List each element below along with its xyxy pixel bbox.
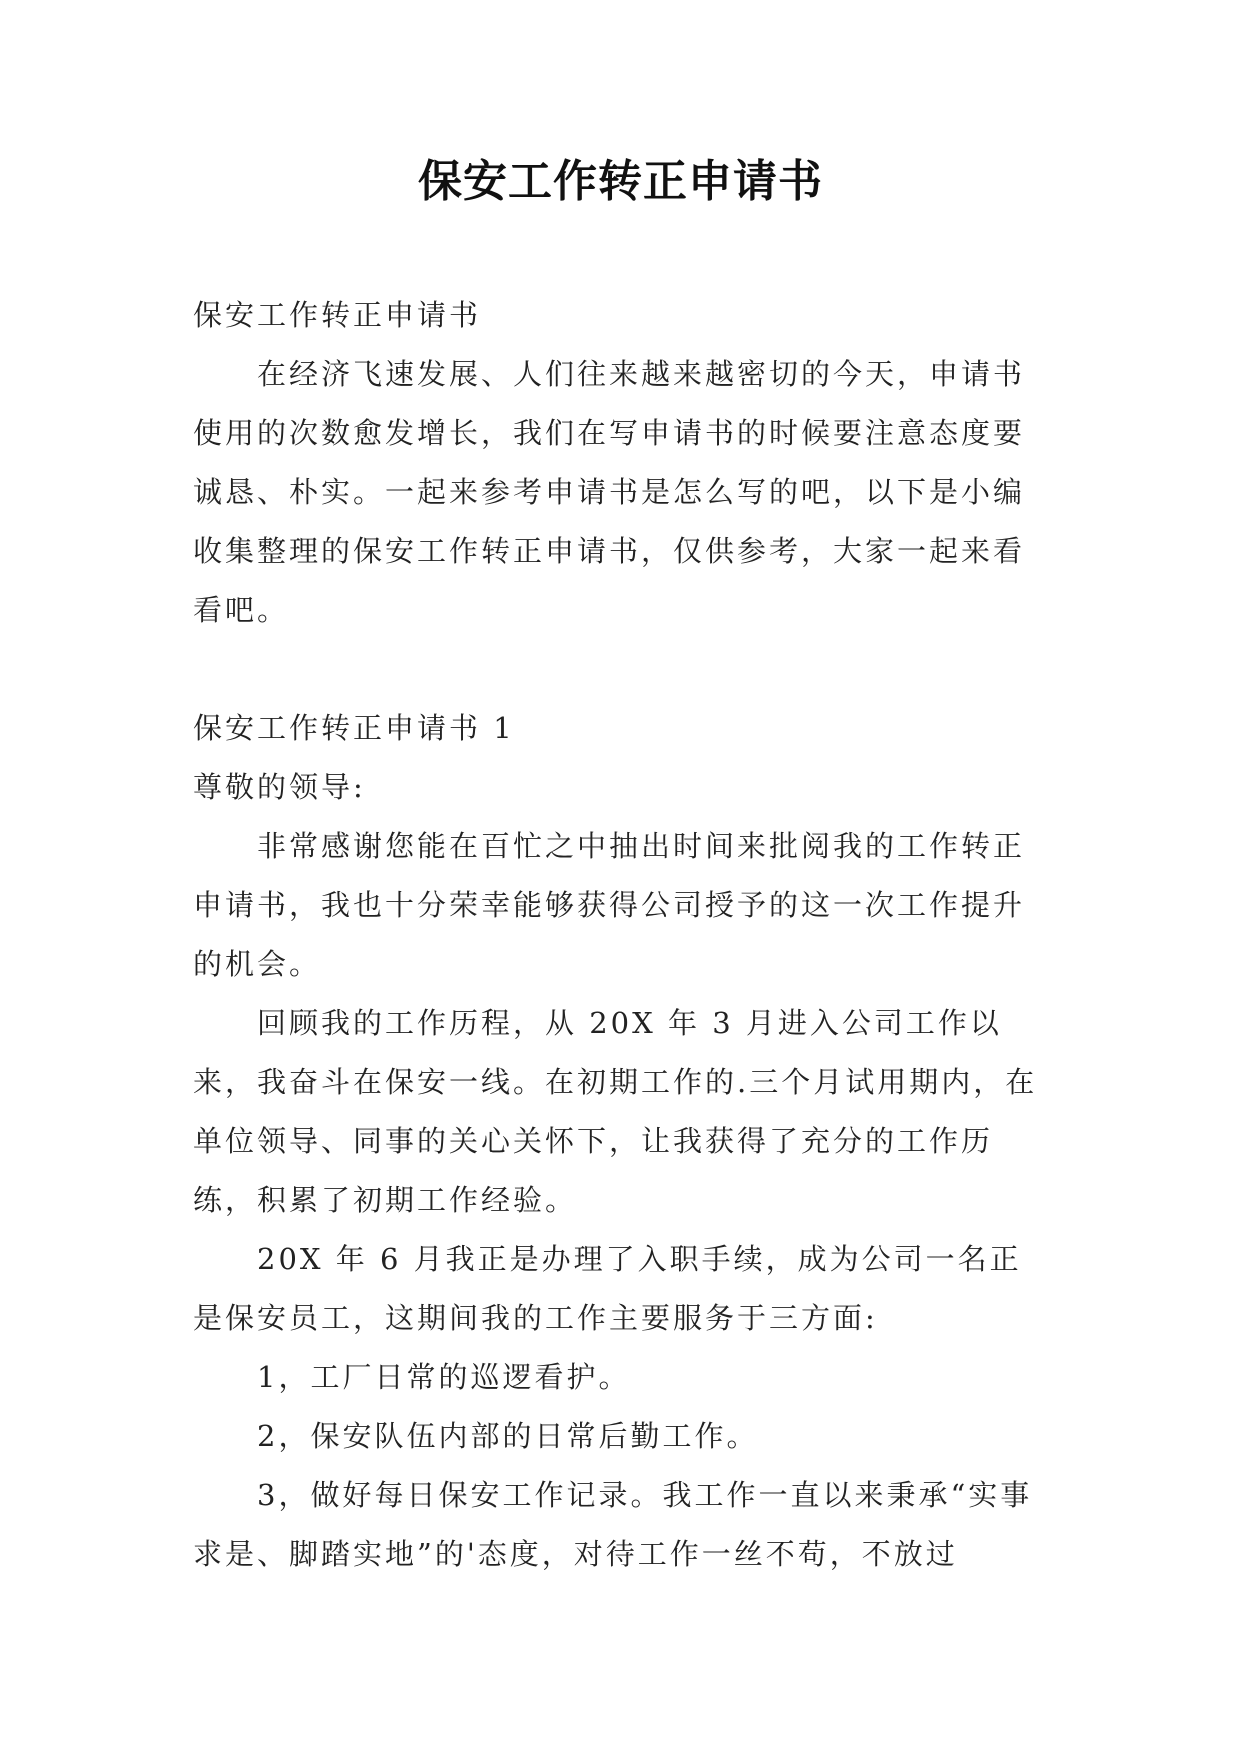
document-title: 保安工作转正申请书 xyxy=(418,156,823,207)
body-paragraph: 20X 年 6 月我正是办理了入职手续，成为公司一名正是保安员工，这期间我的工作主要服务于三方面: xyxy=(193,1242,1022,1335)
list-item: 3，做好每日保安工作记录。我工作一直以来秉承“实事求是、脚踏实地”的'态度，对待工作一丝不苟，不放过 xyxy=(193,1478,1033,1571)
salutation: 尊敬的领导: xyxy=(193,770,366,804)
intro-paragraph: 在经济飞速发展、人们往来越来越密切的今天，申请书使用的次数愈发增长，我们在写申请书的时候要注意态度要诚恳、朴实。一起来参考申请书是怎么写的吧，以下是小编收集整理的保安工作转正申请书，仅供参考，大家一起来看看吧。 xyxy=(193,357,1026,627)
document-body xyxy=(193,286,1053,1584)
sample-heading: 保安工作转正申请书 1 xyxy=(193,711,515,745)
body-paragraph: 非常感谢您能在百忙之中抽出时间来批阅我的工作转正申请书，我也十分荣幸能够获得公司授予的这一次工作提升的机会。 xyxy=(193,829,1026,981)
list-item: 2，保安队伍内部的日常后勤工作。 xyxy=(257,1419,759,1453)
body-paragraph: 回顾我的工作历程，从 20X 年 3 月进入公司工作以来，我奋斗在保安一线。在初期工作的.三个月试用期内，在单位领导、同事的关心关怀下，让我获得了充分的工作历练，积累了初期工作经验。 xyxy=(193,1006,1038,1217)
section-heading: 保安工作转正申请书 xyxy=(193,298,482,332)
list-item: 1，工厂日常的巡逻看护。 xyxy=(257,1360,631,1394)
